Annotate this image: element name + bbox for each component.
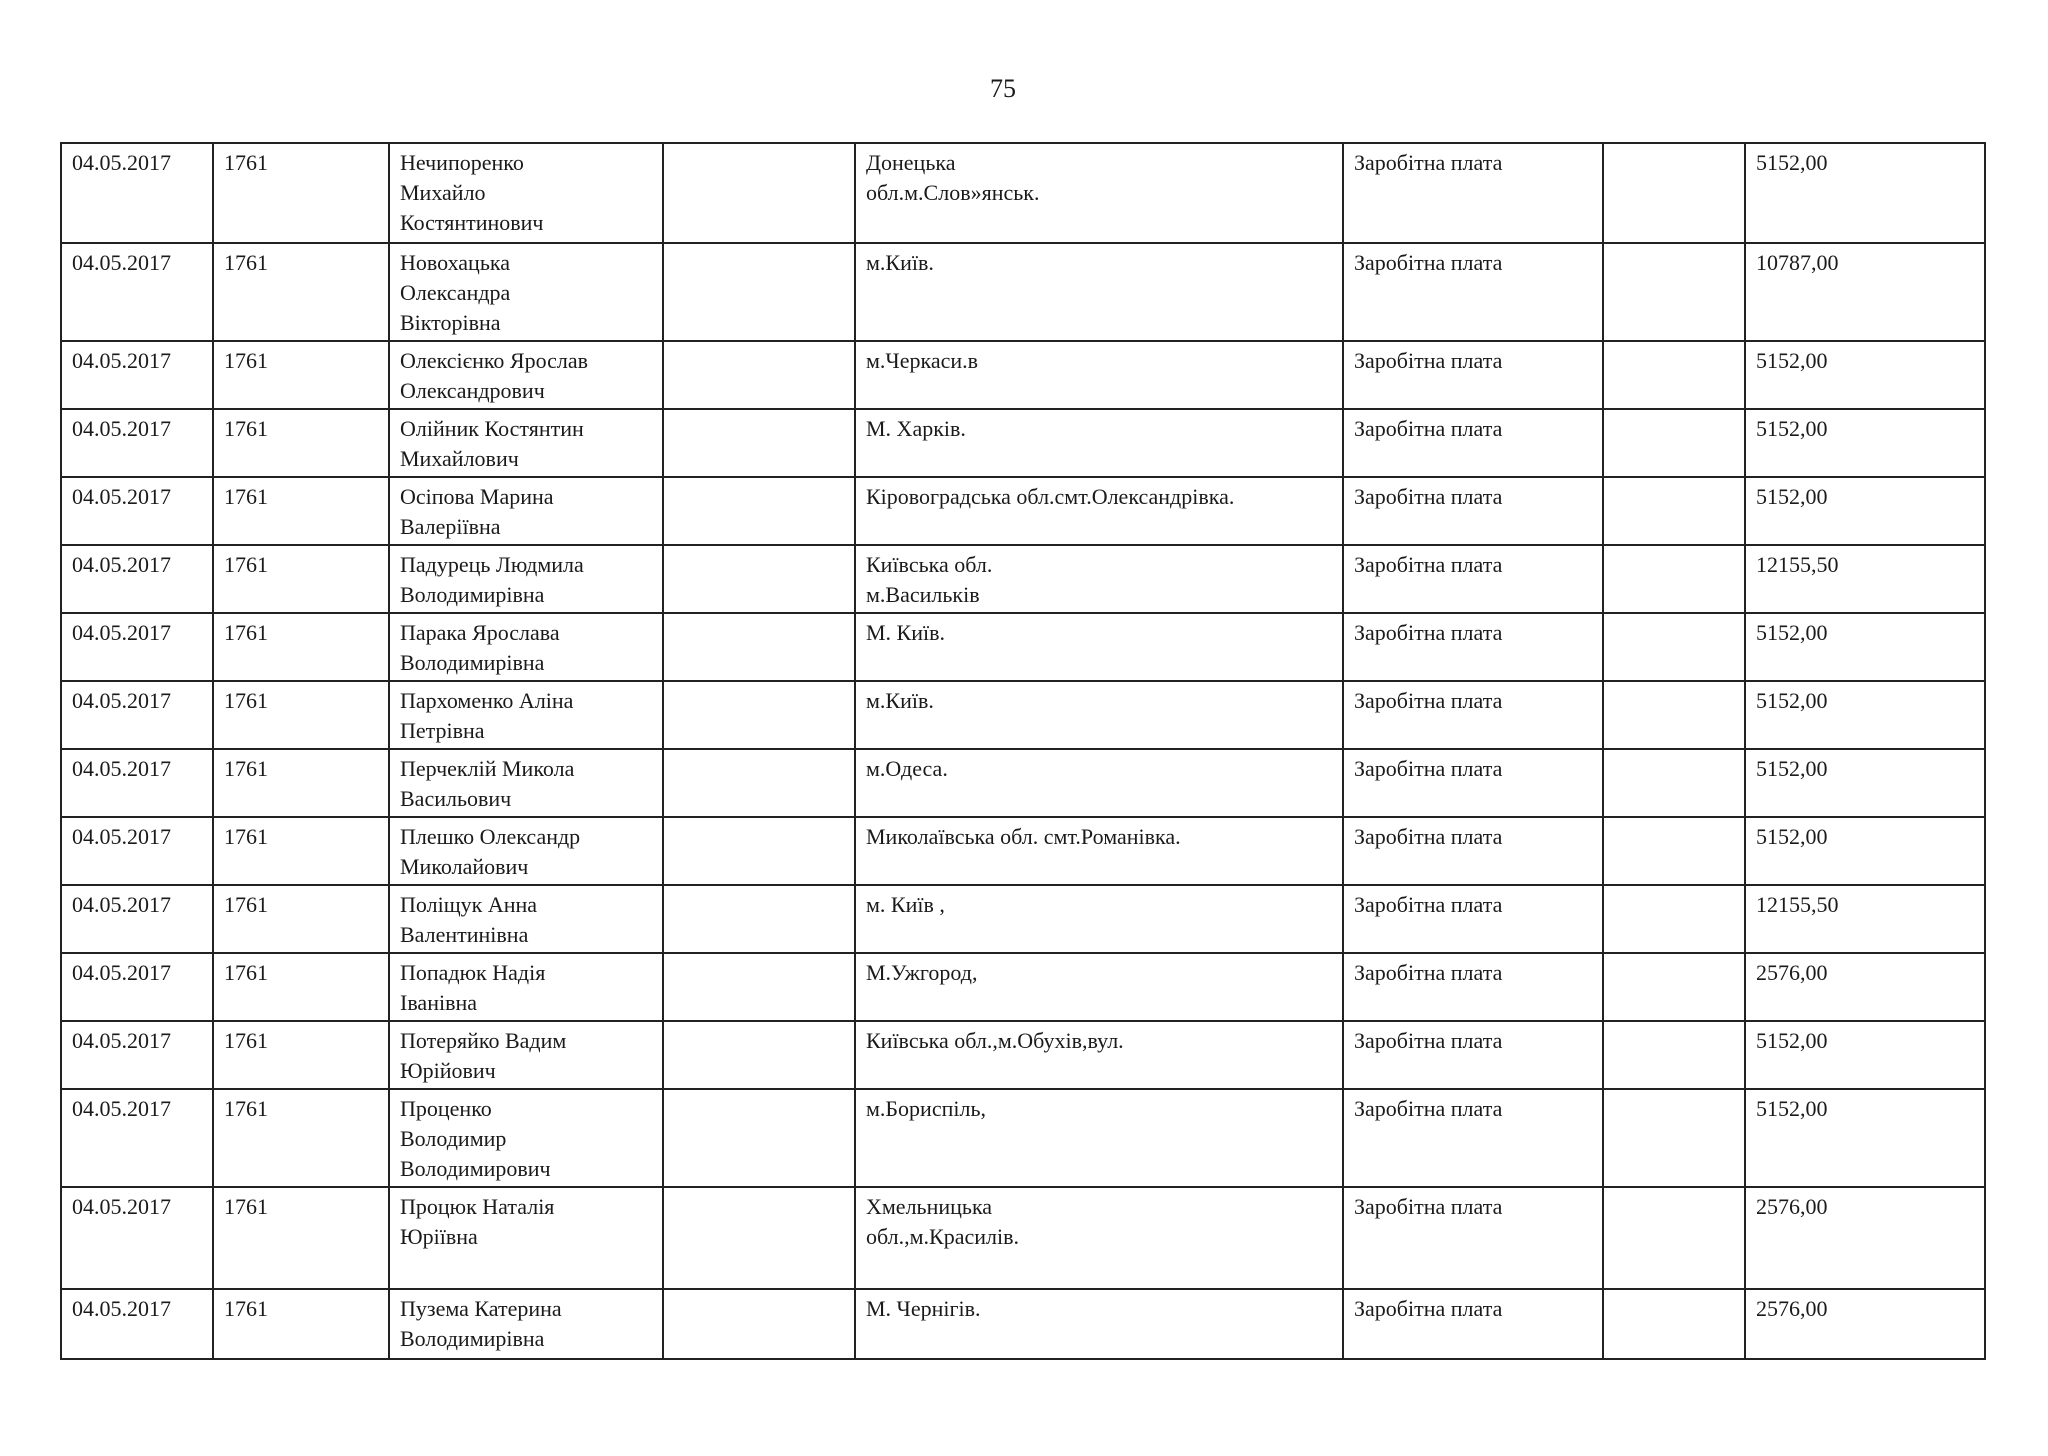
address-cell bbox=[855, 817, 1343, 885]
amount-cell: 12155,50 bbox=[1745, 885, 1985, 953]
empty-cell bbox=[663, 817, 855, 885]
name-cell bbox=[389, 143, 663, 243]
purpose-cell: Заробітна плата bbox=[1343, 613, 1603, 681]
address-cell-line: М. Київ. bbox=[866, 620, 946, 645]
name-cell-line: Костянтинович bbox=[400, 210, 544, 235]
table-row bbox=[61, 885, 1985, 953]
empty-cell bbox=[663, 1021, 855, 1089]
name-cell bbox=[389, 545, 663, 613]
name-cell-line: Новохацька bbox=[400, 250, 510, 275]
address-cell-line: М. Чернігів. bbox=[866, 1296, 981, 1321]
name-cell-line: Володимир bbox=[400, 1126, 507, 1151]
name-cell-line: Іванівна bbox=[400, 990, 477, 1015]
name-cell-line: Володимирівна bbox=[400, 1326, 545, 1351]
name-cell-line: Юрійович bbox=[400, 1058, 496, 1083]
address-cell-line: М.Ужгород, bbox=[866, 960, 978, 985]
number-cell: 1761 bbox=[213, 545, 389, 613]
number-cell: 1761 bbox=[213, 817, 389, 885]
amount-cell: 2576,00 bbox=[1745, 1289, 1985, 1359]
empty-cell bbox=[663, 341, 855, 409]
payments-table bbox=[60, 142, 1986, 1360]
name-cell-line: Валеріївна bbox=[400, 514, 501, 539]
address-cell bbox=[855, 1089, 1343, 1187]
address-cell bbox=[855, 885, 1343, 953]
amount-cell: 5152,00 bbox=[1745, 749, 1985, 817]
empty-cell bbox=[663, 681, 855, 749]
date-cell: 04.05.2017 bbox=[61, 1021, 213, 1089]
name-cell-line: Процюк Наталія bbox=[400, 1194, 555, 1219]
amount-cell: 5152,00 bbox=[1745, 143, 1985, 243]
number-cell: 1761 bbox=[213, 341, 389, 409]
address-cell-line: Миколаївська обл. смт.Романівка. bbox=[866, 824, 1181, 849]
table-row bbox=[61, 477, 1985, 545]
name-cell bbox=[389, 749, 663, 817]
date-cell: 04.05.2017 bbox=[61, 545, 213, 613]
purpose-cell: Заробітна плата bbox=[1343, 1089, 1603, 1187]
empty-cell bbox=[1603, 409, 1745, 477]
table-row bbox=[61, 143, 1985, 243]
amount-cell: 5152,00 bbox=[1745, 341, 1985, 409]
purpose-cell: Заробітна плата bbox=[1343, 545, 1603, 613]
table-row bbox=[61, 1089, 1985, 1187]
empty-cell bbox=[1603, 341, 1745, 409]
address-cell bbox=[855, 243, 1343, 341]
address-cell-line: М. Харків. bbox=[866, 416, 966, 441]
name-cell bbox=[389, 953, 663, 1021]
purpose-cell: Заробітна плата bbox=[1343, 1021, 1603, 1089]
empty-cell bbox=[663, 143, 855, 243]
amount-cell: 5152,00 bbox=[1745, 817, 1985, 885]
amount-cell: 10787,00 bbox=[1745, 243, 1985, 341]
address-cell-line: м.Одеса. bbox=[866, 756, 948, 781]
empty-cell bbox=[663, 749, 855, 817]
name-cell bbox=[389, 817, 663, 885]
name-cell-line: Олександра bbox=[400, 280, 511, 305]
date-cell: 04.05.2017 bbox=[61, 341, 213, 409]
date-cell: 04.05.2017 bbox=[61, 817, 213, 885]
name-cell-line: Володимирівна bbox=[400, 582, 545, 607]
address-cell-line: Київська обл. bbox=[866, 552, 993, 577]
purpose-cell: Заробітна плата bbox=[1343, 341, 1603, 409]
name-cell-line: Осіпова Марина bbox=[400, 484, 554, 509]
empty-cell bbox=[1603, 545, 1745, 613]
table-row bbox=[61, 953, 1985, 1021]
purpose-cell: Заробітна плата bbox=[1343, 953, 1603, 1021]
empty-cell bbox=[663, 409, 855, 477]
empty-cell bbox=[1603, 953, 1745, 1021]
empty-cell bbox=[1603, 1187, 1745, 1289]
purpose-cell: Заробітна плата bbox=[1343, 409, 1603, 477]
address-cell-line: м.Васильків bbox=[866, 582, 980, 607]
name-cell bbox=[389, 341, 663, 409]
date-cell: 04.05.2017 bbox=[61, 1187, 213, 1289]
number-cell: 1761 bbox=[213, 1021, 389, 1089]
address-cell-line: м.Черкаси.в bbox=[866, 348, 979, 373]
amount-cell: 2576,00 bbox=[1745, 1187, 1985, 1289]
empty-cell bbox=[1603, 477, 1745, 545]
name-cell-line: Олійник Костянтин bbox=[400, 416, 584, 441]
purpose-cell: Заробітна плата bbox=[1343, 243, 1603, 341]
address-cell bbox=[855, 1021, 1343, 1089]
address-cell-line: Донецька bbox=[866, 150, 956, 175]
name-cell-line: Парака Ярослава bbox=[400, 620, 560, 645]
address-cell bbox=[855, 613, 1343, 681]
amount-cell: 12155,50 bbox=[1745, 545, 1985, 613]
number-cell: 1761 bbox=[213, 1089, 389, 1187]
empty-cell bbox=[663, 953, 855, 1021]
purpose-cell: Заробітна плата bbox=[1343, 749, 1603, 817]
number-cell: 1761 bbox=[213, 243, 389, 341]
address-cell-line: м.Бориспіль, bbox=[866, 1096, 986, 1121]
table-row bbox=[61, 341, 1985, 409]
address-cell-line: обл.м.Слов»янськ. bbox=[866, 180, 1040, 205]
name-cell-line: Юріївна bbox=[400, 1224, 478, 1249]
address-cell bbox=[855, 409, 1343, 477]
date-cell: 04.05.2017 bbox=[61, 613, 213, 681]
name-cell-line: Володимирович bbox=[400, 1156, 551, 1181]
name-cell bbox=[389, 1021, 663, 1089]
name-cell-line: Пузема Катерина bbox=[400, 1296, 562, 1321]
empty-cell bbox=[1603, 1289, 1745, 1359]
name-cell bbox=[389, 681, 663, 749]
empty-cell bbox=[663, 613, 855, 681]
amount-cell: 2576,00 bbox=[1745, 953, 1985, 1021]
address-cell bbox=[855, 749, 1343, 817]
empty-cell bbox=[1603, 143, 1745, 243]
name-cell bbox=[389, 243, 663, 341]
address-cell-line: м. Київ , bbox=[866, 892, 945, 917]
empty-cell bbox=[663, 1089, 855, 1187]
empty-cell bbox=[1603, 613, 1745, 681]
address-cell bbox=[855, 341, 1343, 409]
name-cell-line: Поліщук Анна bbox=[400, 892, 538, 917]
name-cell-line: Попадюк Надія bbox=[400, 960, 546, 985]
table-row bbox=[61, 749, 1985, 817]
name-cell bbox=[389, 1089, 663, 1187]
page-number: 75 bbox=[990, 74, 1016, 103]
name-cell-line: Володимирівна bbox=[400, 650, 545, 675]
address-cell bbox=[855, 953, 1343, 1021]
table-row bbox=[61, 681, 1985, 749]
empty-cell bbox=[1603, 1021, 1745, 1089]
table-row bbox=[61, 1187, 1985, 1289]
name-cell-line: Плешко Олександр bbox=[400, 824, 581, 849]
name-cell-line: Пархоменко Аліна bbox=[400, 688, 574, 713]
name-cell bbox=[389, 1187, 663, 1289]
purpose-cell: Заробітна плата bbox=[1343, 817, 1603, 885]
purpose-cell: Заробітна плата bbox=[1343, 143, 1603, 243]
date-cell: 04.05.2017 bbox=[61, 681, 213, 749]
address-cell-line: Кіровоградська обл.смт.Олександрівка. bbox=[866, 484, 1235, 509]
address-cell-line: обл.,м.Красилів. bbox=[866, 1224, 1020, 1249]
amount-cell: 5152,00 bbox=[1745, 1089, 1985, 1187]
address-cell bbox=[855, 1289, 1343, 1359]
purpose-cell: Заробітна плата bbox=[1343, 477, 1603, 545]
empty-cell bbox=[663, 885, 855, 953]
table-row bbox=[61, 545, 1985, 613]
name-cell-line: Перчеклій Микола bbox=[400, 756, 575, 781]
purpose-cell: Заробітна плата bbox=[1343, 885, 1603, 953]
date-cell: 04.05.2017 bbox=[61, 243, 213, 341]
number-cell: 1761 bbox=[213, 953, 389, 1021]
table-row bbox=[61, 613, 1985, 681]
table-row bbox=[61, 243, 1985, 341]
name-cell-line: Васильович bbox=[400, 786, 512, 811]
name-cell-line: Олександрович bbox=[400, 378, 545, 403]
name-cell bbox=[389, 1289, 663, 1359]
amount-cell: 5152,00 bbox=[1745, 409, 1985, 477]
amount-cell: 5152,00 bbox=[1745, 613, 1985, 681]
amount-cell: 5152,00 bbox=[1745, 681, 1985, 749]
name-cell-line: Петрівна bbox=[400, 718, 485, 743]
name-cell-line: Нечипоренко bbox=[400, 150, 524, 175]
address-cell-line: м.Київ. bbox=[866, 688, 934, 713]
table-row bbox=[61, 1021, 1985, 1089]
amount-cell: 5152,00 bbox=[1745, 1021, 1985, 1089]
date-cell: 04.05.2017 bbox=[61, 409, 213, 477]
address-cell-line: Хмельницька bbox=[866, 1194, 993, 1219]
name-cell bbox=[389, 477, 663, 545]
address-cell bbox=[855, 545, 1343, 613]
name-cell-line: Вікторівна bbox=[400, 310, 501, 335]
empty-cell bbox=[1603, 243, 1745, 341]
address-cell bbox=[855, 477, 1343, 545]
address-cell bbox=[855, 681, 1343, 749]
name-cell-line: Потеряйко Вадим bbox=[400, 1028, 567, 1053]
name-cell-line: Падурець Людмила bbox=[400, 552, 584, 577]
empty-cell bbox=[1603, 885, 1745, 953]
number-cell: 1761 bbox=[213, 885, 389, 953]
number-cell: 1761 bbox=[213, 749, 389, 817]
date-cell: 04.05.2017 bbox=[61, 477, 213, 545]
amount-cell: 5152,00 bbox=[1745, 477, 1985, 545]
name-cell-line: Проценко bbox=[400, 1096, 492, 1121]
table-row bbox=[61, 409, 1985, 477]
name-cell bbox=[389, 885, 663, 953]
date-cell: 04.05.2017 bbox=[61, 1289, 213, 1359]
name-cell-line: Олексієнко Ярослав bbox=[400, 348, 589, 373]
empty-cell bbox=[1603, 749, 1745, 817]
date-cell: 04.05.2017 bbox=[61, 749, 213, 817]
date-cell: 04.05.2017 bbox=[61, 953, 213, 1021]
empty-cell bbox=[1603, 1089, 1745, 1187]
date-cell: 04.05.2017 bbox=[61, 143, 213, 243]
table-row bbox=[61, 1289, 1985, 1359]
purpose-cell: Заробітна плата bbox=[1343, 1289, 1603, 1359]
number-cell: 1761 bbox=[213, 143, 389, 243]
number-cell: 1761 bbox=[213, 613, 389, 681]
name-cell-line: Миколайович bbox=[400, 854, 529, 879]
address-cell-line: Київська обл.,м.Обухів,вул. bbox=[866, 1028, 1124, 1053]
empty-cell bbox=[663, 1187, 855, 1289]
date-cell: 04.05.2017 bbox=[61, 885, 213, 953]
number-cell: 1761 bbox=[213, 681, 389, 749]
address-cell bbox=[855, 143, 1343, 243]
address-cell bbox=[855, 1187, 1343, 1289]
empty-cell bbox=[1603, 681, 1745, 749]
purpose-cell: Заробітна плата bbox=[1343, 681, 1603, 749]
table-row bbox=[61, 817, 1985, 885]
name-cell bbox=[389, 409, 663, 477]
name-cell-line: Валентинівна bbox=[400, 922, 529, 947]
name-cell bbox=[389, 613, 663, 681]
number-cell: 1761 bbox=[213, 409, 389, 477]
name-cell-line: Михайлович bbox=[400, 446, 519, 471]
number-cell: 1761 bbox=[213, 1289, 389, 1359]
empty-cell bbox=[663, 1289, 855, 1359]
number-cell: 1761 bbox=[213, 477, 389, 545]
date-cell: 04.05.2017 bbox=[61, 1089, 213, 1187]
address-cell-line: м.Київ. bbox=[866, 250, 934, 275]
empty-cell bbox=[663, 545, 855, 613]
empty-cell bbox=[663, 477, 855, 545]
name-cell-line: Михайло bbox=[400, 180, 486, 205]
number-cell: 1761 bbox=[213, 1187, 389, 1289]
purpose-cell: Заробітна плата bbox=[1343, 1187, 1603, 1289]
empty-cell bbox=[1603, 817, 1745, 885]
empty-cell bbox=[663, 243, 855, 341]
